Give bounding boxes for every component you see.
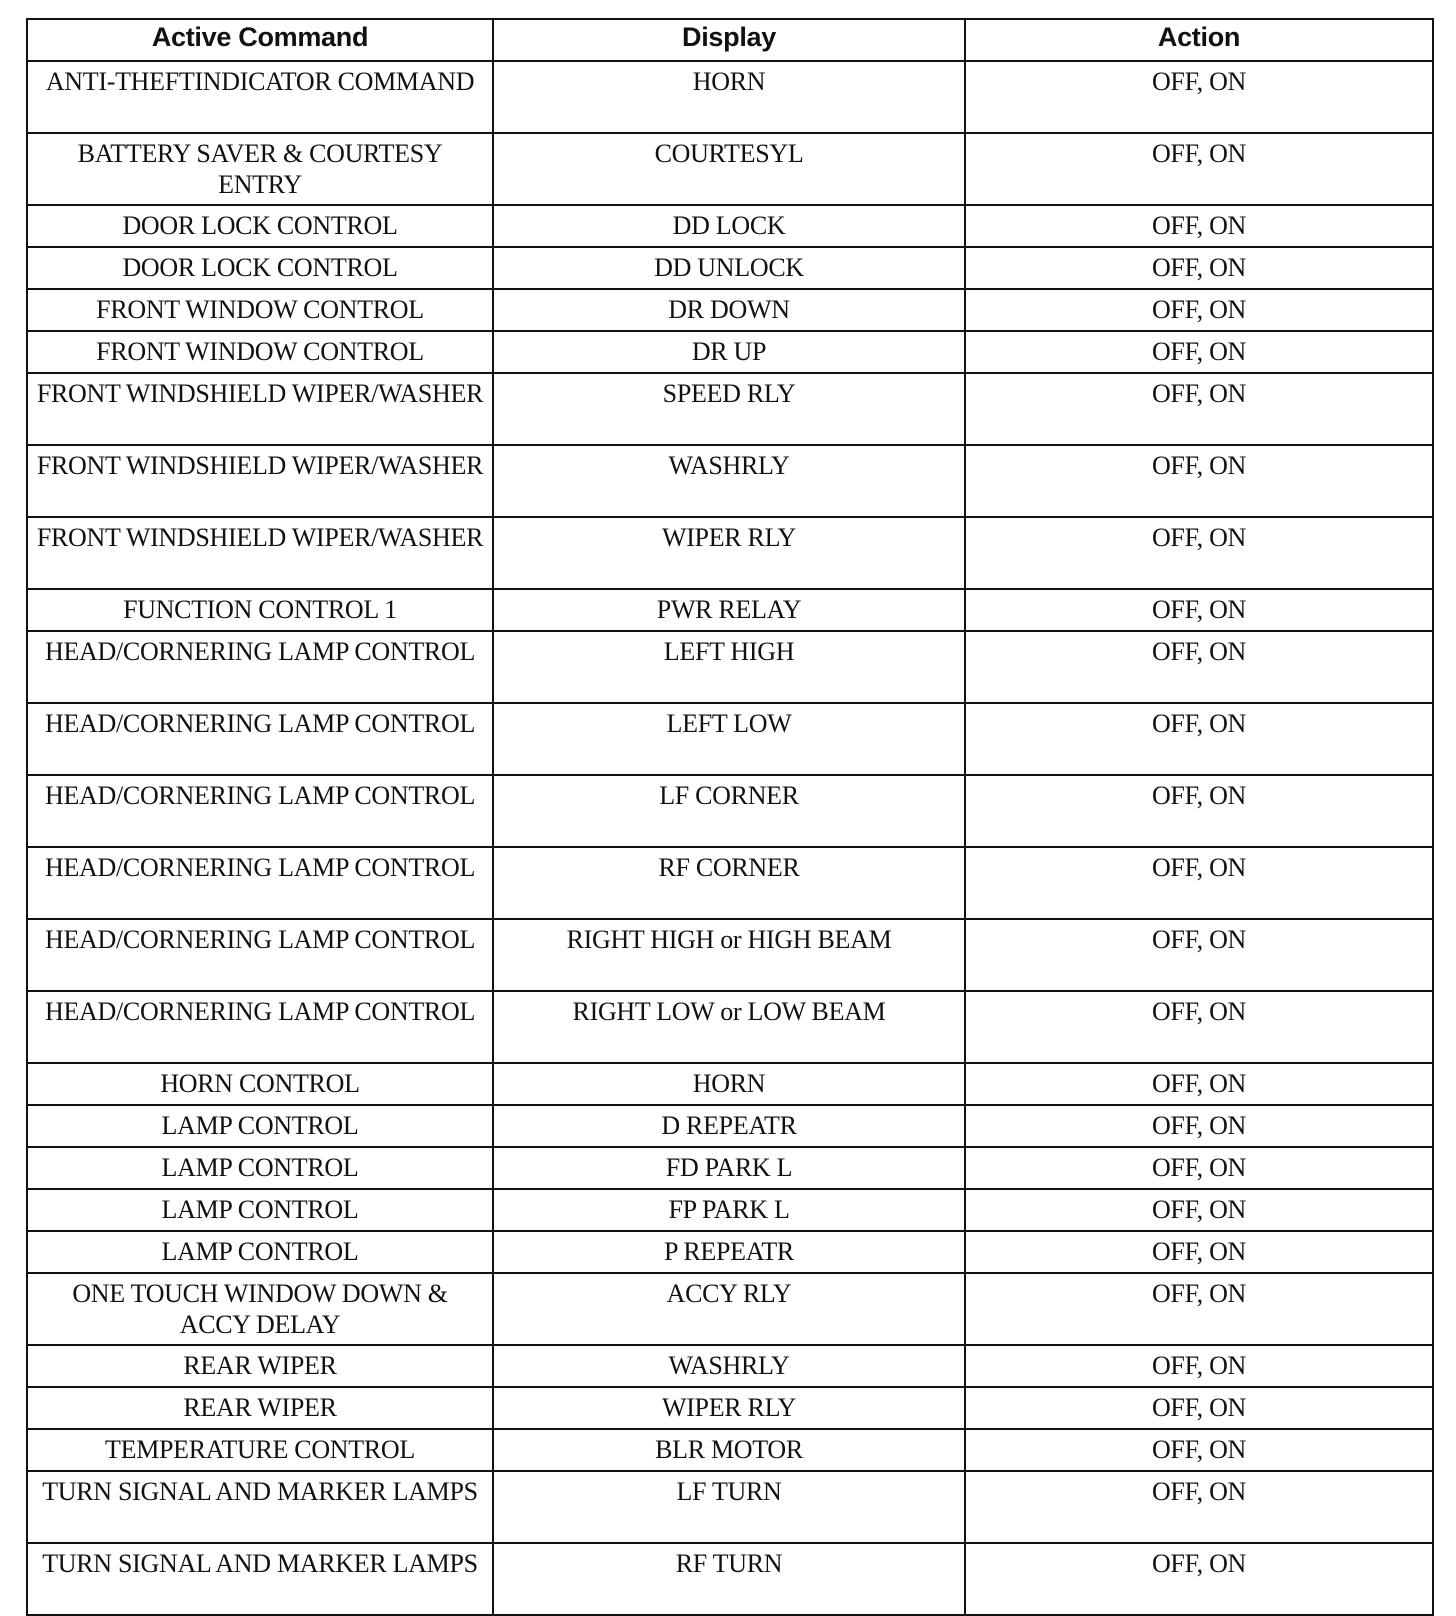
table-row [27,1273,1433,1345]
action-cell: OFF, ON [965,1273,1433,1345]
display-cell: WIPER RLY [493,1387,965,1429]
table-row [27,517,1433,589]
display-cell: LF CORNER [493,775,965,847]
command-cell: HEAD/CORNERING LAMP CONTROL [27,703,493,775]
display-cell: RIGHT LOW or LOW BEAM [493,991,965,1063]
table-row [27,703,1433,775]
table-row [27,133,1433,205]
display-cell: DR DOWN [493,289,965,331]
display-cell: FD PARK L [493,1147,965,1189]
display-cell: WIPER RLY [493,517,965,589]
command-cell: REAR WIPER [27,1345,493,1387]
command-cell: REAR WIPER [27,1387,493,1429]
action-cell: OFF, ON [965,991,1433,1063]
display-cell: PWR RELAY [493,589,965,631]
action-cell: OFF, ON [965,1231,1433,1273]
table-row [27,1063,1433,1105]
action-cell: OFF, ON [965,1471,1433,1543]
display-cell: LEFT LOW [493,703,965,775]
table-row [27,1471,1433,1543]
command-cell: TEMPERATURE CONTROL [27,1429,493,1471]
display-cell: HORN [493,61,965,133]
table-row [27,373,1433,445]
command-cell: BATTERY SAVER & COURTESY ENTRY [27,133,493,205]
display-cell: FP PARK L [493,1189,965,1231]
display-cell: DR UP [493,331,965,373]
action-cell: OFF, ON [965,1189,1433,1231]
command-cell: LAMP CONTROL [27,1105,493,1147]
display-cell: P REPEATR [493,1231,965,1273]
command-cell: DOOR LOCK CONTROL [27,205,493,247]
command-cell: DOOR LOCK CONTROL [27,247,493,289]
action-cell: OFF, ON [965,1543,1433,1615]
header-active-command: Active Command [27,19,493,61]
table-body [27,61,1433,1615]
command-cell: FRONT WINDSHIELD WIPER/WASHER [27,445,493,517]
display-cell: DD LOCK [493,205,965,247]
table-row [27,589,1433,631]
action-cell: OFF, ON [965,205,1433,247]
command-cell: HEAD/CORNERING LAMP CONTROL [27,919,493,991]
table-row [27,1429,1433,1471]
display-cell: WASHRLY [493,1345,965,1387]
table-row [27,445,1433,517]
action-cell: OFF, ON [965,373,1433,445]
command-cell: LAMP CONTROL [27,1231,493,1273]
table-row [27,1345,1433,1387]
table-row [27,1543,1433,1615]
action-cell: OFF, ON [965,589,1433,631]
action-cell: OFF, ON [965,1105,1433,1147]
action-cell: OFF, ON [965,1387,1433,1429]
display-cell: LEFT HIGH [493,631,965,703]
display-cell: RF TURN [493,1543,965,1615]
table-row [27,1189,1433,1231]
command-cell: ONE TOUCH WINDOW DOWN & ACCY DELAY [27,1273,493,1345]
action-cell: OFF, ON [965,1063,1433,1105]
table-row [27,247,1433,289]
action-cell: OFF, ON [965,331,1433,373]
action-cell: OFF, ON [965,1429,1433,1471]
table-row [27,631,1433,703]
display-cell: D REPEATR [493,1105,965,1147]
command-cell: ANTI-THEFTINDICATOR COMMAND [27,61,493,133]
command-cell: HEAD/CORNERING LAMP CONTROL [27,775,493,847]
display-cell: WASHRLY [493,445,965,517]
table-row [27,1147,1433,1189]
command-cell: FUNCTION CONTROL 1 [27,589,493,631]
table-row [27,61,1433,133]
action-cell: OFF, ON [965,133,1433,205]
command-cell: TURN SIGNAL AND MARKER LAMPS [27,1543,493,1615]
action-cell: OFF, ON [965,919,1433,991]
action-cell: OFF, ON [965,1345,1433,1387]
display-cell: DD UNLOCK [493,247,965,289]
display-cell: RF CORNER [493,847,965,919]
table-row [27,919,1433,991]
action-cell: OFF, ON [965,847,1433,919]
command-cell: HEAD/CORNERING LAMP CONTROL [27,847,493,919]
command-cell: FRONT WINDSHIELD WIPER/WASHER [27,517,493,589]
table-row [27,1231,1433,1273]
command-cell: HORN CONTROL [27,1063,493,1105]
display-cell: BLR MOTOR [493,1429,965,1471]
command-cell: FRONT WINDSHIELD WIPER/WASHER [27,373,493,445]
header-action: Action [965,19,1433,61]
header-row [27,19,1433,61]
display-cell: ACCY RLY [493,1273,965,1345]
header-display: Display [493,19,965,61]
display-cell: COURTESYL [493,133,965,205]
table-row [27,289,1433,331]
command-cell: LAMP CONTROL [27,1147,493,1189]
command-cell: HEAD/CORNERING LAMP CONTROL [27,991,493,1063]
display-cell: SPEED RLY [493,373,965,445]
table-row [27,847,1433,919]
action-cell: OFF, ON [965,445,1433,517]
command-cell: FRONT WINDOW CONTROL [27,331,493,373]
action-cell: OFF, ON [965,61,1433,133]
command-cell: FRONT WINDOW CONTROL [27,289,493,331]
action-cell: OFF, ON [965,775,1433,847]
active-command-table [26,18,1434,1616]
table-row [27,331,1433,373]
command-cell: TURN SIGNAL AND MARKER LAMPS [27,1471,493,1543]
display-cell: LF TURN [493,1471,965,1543]
display-cell: RIGHT HIGH or HIGH BEAM [493,919,965,991]
command-cell: HEAD/CORNERING LAMP CONTROL [27,631,493,703]
action-cell: OFF, ON [965,247,1433,289]
table-row [27,991,1433,1063]
command-cell: LAMP CONTROL [27,1189,493,1231]
display-cell: HORN [493,1063,965,1105]
action-cell: OFF, ON [965,631,1433,703]
table-row [27,1387,1433,1429]
table-row [27,205,1433,247]
action-cell: OFF, ON [965,1147,1433,1189]
action-cell: OFF, ON [965,289,1433,331]
action-cell: OFF, ON [965,517,1433,589]
table-row [27,775,1433,847]
action-cell: OFF, ON [965,703,1433,775]
table-row [27,1105,1433,1147]
